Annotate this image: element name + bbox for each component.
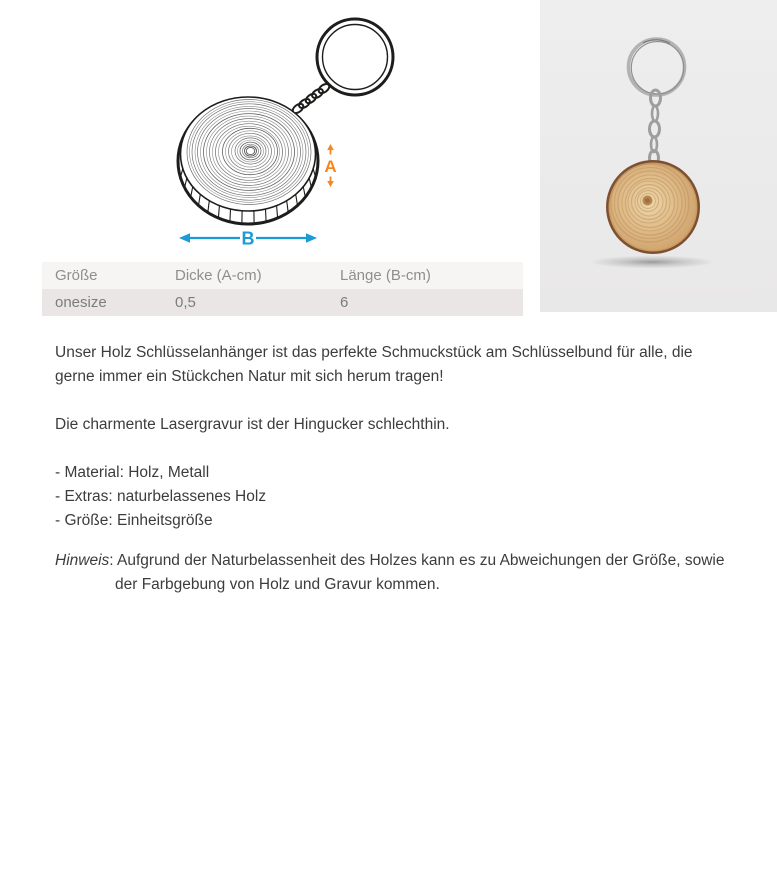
- photo-wood-slice: [606, 160, 700, 254]
- product-photo: [540, 0, 777, 312]
- size-table-cell-laenge: 6: [340, 294, 349, 311]
- note-label: Hinweis: [55, 552, 110, 569]
- size-table-cell-dicke: 0,5: [175, 294, 196, 311]
- photo-shadow: [590, 256, 714, 269]
- product-dimension-diagram: [0, 0, 540, 260]
- size-table-cell-groesse: onesize: [55, 294, 107, 311]
- wood-slice-drawing: [178, 97, 318, 224]
- spec-list-item-groesse: - Größe: Einheitsgröße: [55, 512, 213, 529]
- spec-list-item-material: - Material: Holz, Metall: [55, 464, 210, 481]
- size-table-header-dicke: Dicke (A-cm): [175, 267, 262, 284]
- spec-list-item-extras: - Extras: naturbelassenes Holz: [55, 488, 267, 505]
- size-table: [42, 262, 523, 316]
- note-text: : Aufgrund der Naturbelassenheit des Holzes kann es zu Abweichungen der Größe, sowie der Farbgebung von Holz und Gravur kommen.: [109, 552, 725, 593]
- size-table-header-row: [42, 262, 523, 289]
- size-table-row: [42, 289, 523, 316]
- dimension-a-label: A: [324, 157, 337, 176]
- note-paragraph: [55, 549, 725, 597]
- size-table-header-laenge: Länge (B-cm): [340, 267, 431, 284]
- size-table-header-groesse: Größe: [55, 267, 98, 284]
- dimension-b-marker: [179, 229, 317, 249]
- dimension-b-label: B: [241, 228, 255, 249]
- product-description: [55, 341, 725, 621]
- spec-list: [55, 461, 725, 533]
- dimension-a-marker: [324, 144, 336, 187]
- description-paragraph-engraving: Die charmente Lasergravur ist der Hingucker schlechthin.: [55, 416, 450, 433]
- description-paragraph-intro: Unser Holz Schlüsselanhänger ist das perfekte Schmuckstück am Schlüsselbund für alle, die gerne immer ein Stückchen Natur mit sich herum tragen!: [55, 344, 693, 385]
